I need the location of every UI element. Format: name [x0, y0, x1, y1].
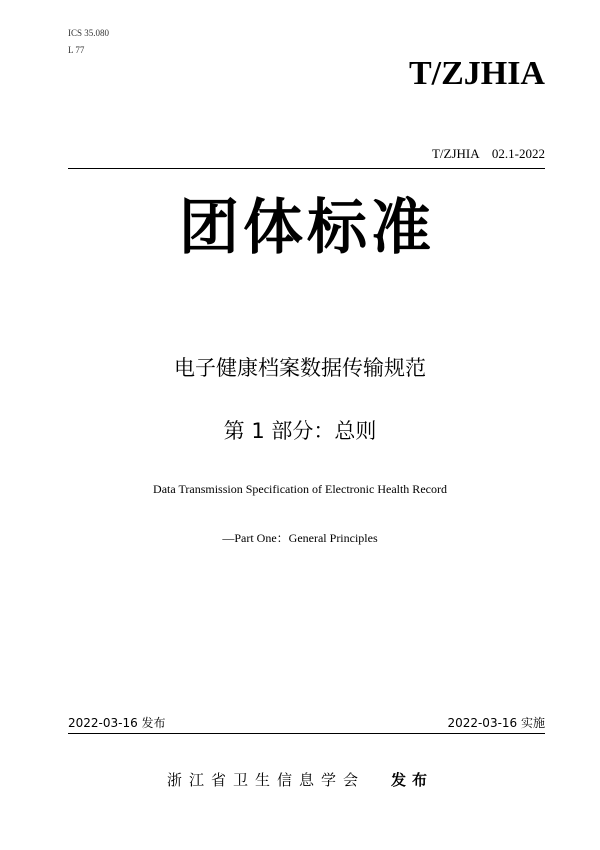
document-part-cn: 第 1 部分：总则 — [223, 419, 377, 443]
document-part-en: —Part One：General Principles — [222, 531, 378, 545]
publisher-name: 浙江省卫生信息学会 — [166, 771, 365, 789]
publish-action: 发布 — [391, 771, 434, 789]
bottom-divider — [68, 733, 545, 734]
organization-code: T/ZJHIA — [408, 55, 545, 92]
document-title-cn: 电子健康档案数据传输规范 — [174, 356, 426, 380]
issue-date: 2022-03-16 发布 — [68, 716, 166, 730]
implementation-date: 2022-03-16 实施 — [447, 716, 545, 730]
top-divider — [68, 168, 545, 169]
standard-number: T/ZJHIA 02.1-2022 — [431, 146, 545, 161]
ccs-code: L 77 — [68, 45, 85, 55]
document-title-en: Data Transmission Specification of Electronic Health Record — [153, 482, 447, 496]
standard-type-heading: 团体标准 — [179, 193, 435, 263]
publisher-line — [0, 770, 600, 790]
ics-code: ICS 35.080 — [68, 28, 110, 38]
